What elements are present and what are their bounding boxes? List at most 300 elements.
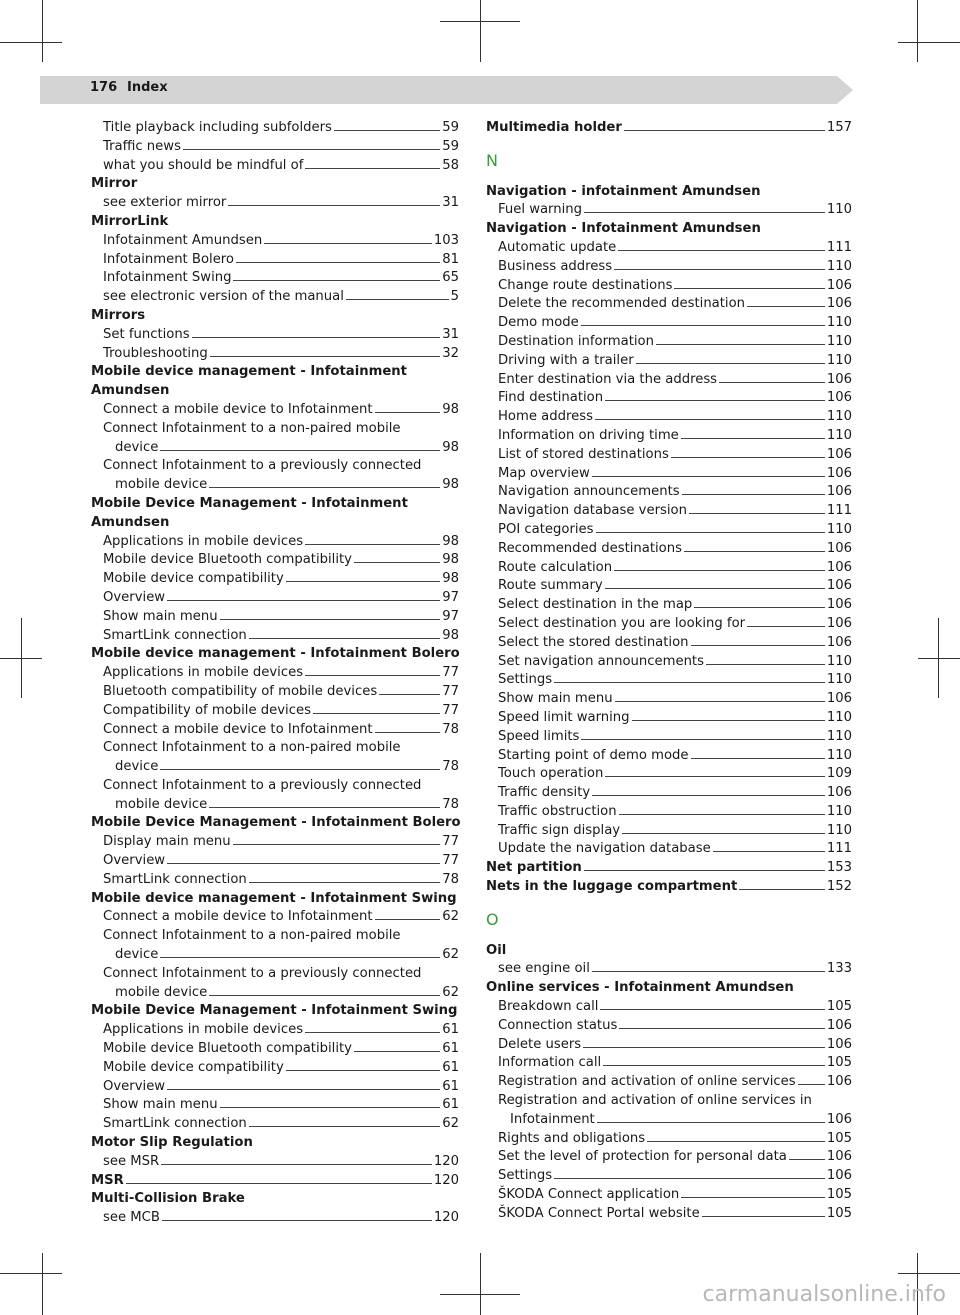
index-sub-entry [486,258,852,277]
index-sub-entry [91,833,459,852]
leader-line [209,487,440,488]
index-entry-text: Rights and obligations [498,1130,646,1146]
index-entry-text: Delete users [498,1036,582,1052]
leader-line [233,280,440,281]
index-entry-text: Traffic news [103,138,181,154]
index-entry-text: Enter destination via the address [498,371,718,387]
leader-line [592,971,825,972]
index-page-ref: 31 [442,195,459,211]
index-sub-entry [486,747,852,766]
leader-line [584,212,825,213]
index-page-ref: 61 [442,1059,459,1075]
index-entry-text: Overview [103,853,166,869]
index-entry-text: Information on driving time [498,427,679,443]
index-entry-text: device [115,947,159,963]
leader-line [605,400,825,401]
index-entry-text: Title playback including subfolders [103,120,332,135]
index-entry-text: Show main menu [103,1097,218,1113]
index-sub-entry [486,1148,852,1167]
index-entry-text: Connect Infotainment to a non-paired mobile [103,420,401,436]
index-page-ref: 77 [442,702,459,718]
index-page-ref: 98 [442,477,459,493]
index-entry-text: Change route destinations [498,277,673,293]
index-page-ref: 110 [826,202,852,218]
index-entry-text: List of stored destinations [498,446,669,462]
index-sub-entry [91,871,459,890]
index-letter-heading: N [486,150,498,170]
leader-line [618,250,825,251]
index-entry-text: device [115,439,159,455]
leader-line [719,382,825,383]
index-sub-entry [91,1153,459,1172]
index-page-ref: 61 [442,1078,459,1094]
index-entry-text: see exterior mirror [103,195,227,211]
leader-line [209,995,440,996]
leader-line [334,130,440,131]
index-sub-entry [486,784,852,803]
index-sub-entry [91,401,459,420]
index-entry-text: Mobile device compatibility [103,571,284,587]
index-entry-text: Demo mode [498,315,579,331]
index-sub-entry [91,232,459,251]
index-sub-entry [91,1040,459,1059]
leader-line [600,1009,824,1010]
index-page-ref: 106 [826,277,852,293]
index-entry-text: Amundsen [91,514,170,530]
index-main-entry [486,942,852,961]
index-page-ref: 103 [433,232,459,248]
index-sub-entry [91,589,459,608]
index-sub-entry [486,408,852,427]
index-entry-text: Fuel warning [498,202,582,218]
index-entry-text: ŠKODA Connect Portal website [498,1205,700,1221]
index-sub-entry [486,1036,852,1055]
index-page-ref: 62 [442,947,459,963]
index-entry-text: Registration and activation of online services [498,1074,796,1090]
index-sub-entry [91,533,459,552]
index-page-ref: 61 [442,1022,459,1038]
leader-line [160,957,440,958]
index-entry-text: what you should be mindful of [103,157,304,173]
index-entry-text: Connect a mobile device to Infotainment [103,401,373,417]
watermark: carmanualsonline.info [702,1282,946,1307]
index-page-ref: 157 [826,120,852,135]
index-entry-text: Mobile device management - Infotainment Swing [91,890,457,906]
leader-line [681,438,825,439]
index-sub-entry [91,608,459,627]
index-entry-text: Motor Slip Regulation [91,1135,253,1151]
index-page-ref: 98 [442,533,459,549]
index-entry-text: Display main menu [103,834,231,850]
index-entry-text: Mirrors [91,307,146,323]
index-sub-entry [91,251,459,270]
index-page-ref: 110 [826,822,852,838]
index-entry-text: Destination information [498,333,654,349]
section-title: Index [127,80,168,95]
leader-line [286,1070,440,1071]
leader-line [220,619,441,620]
leader-line [622,833,825,834]
leader-line [694,607,825,608]
leader-line [220,1107,441,1108]
leader-line [183,149,440,150]
leader-line [632,720,825,721]
leader-line [375,919,441,920]
index-page-ref: 98 [442,571,459,587]
index-page-ref: 62 [442,1116,459,1132]
leader-line [596,532,825,533]
index-entry-text: Speed limits [498,728,580,744]
index-entry-text: Overview [103,589,166,605]
index-main-entry [486,878,852,897]
index-sub-entry [486,446,852,465]
index-sub-entry [91,570,459,589]
index-page-ref: 106 [826,390,852,406]
leader-line [209,807,440,808]
index-entry-text: Touch operation [498,766,604,782]
index-page-ref: 106 [826,371,852,387]
leader-line [592,476,825,477]
index-sub-entry [486,1054,852,1073]
index-sub-entry [91,984,459,1003]
index-entry-text: Oil [486,942,507,958]
leader-line [581,739,824,740]
index-sub-entry [486,1092,852,1111]
leader-line [619,1028,824,1029]
index-sub-entry [486,540,852,559]
index-sub-entry [486,1073,852,1092]
index-page-ref: 61 [442,1097,459,1113]
index-column-left [91,119,459,1228]
index-entry-text: Mobile Device Management - Infotainment [91,495,408,511]
index-entry-text: Select destination you are looking for [498,615,746,631]
index-sub-entry [91,796,459,815]
index-entry-text: Navigation - Infotainment Amundsen [486,221,761,237]
index-page-ref: 133 [826,961,852,977]
index-main-entry [91,814,459,833]
leader-line [305,1032,440,1033]
index-sub-entry [486,690,852,709]
leader-line [236,262,440,263]
index-sub-entry [486,239,852,258]
index-entry-text: Settings [498,672,553,688]
index-sub-entry [486,1167,852,1186]
index-entry-text: Infotainment Swing [103,270,232,286]
leader-line [210,356,440,357]
index-entry-text: Show main menu [498,691,613,707]
index-page-ref: 120 [433,1210,459,1226]
index-page-ref: 106 [826,1017,852,1033]
index-sub-entry [91,683,459,702]
index-main-entry [91,1134,459,1153]
index-entry-text: Multi-Collision Brake [91,1191,245,1207]
index-sub-entry [91,1115,459,1134]
index-page-ref: 106 [826,1149,852,1165]
leader-line [684,551,825,552]
index-sub-entry [91,1021,459,1040]
leader-line [595,419,825,420]
index-entry-text: Set functions [103,326,190,342]
index-sub-entry [91,119,459,138]
leader-line [747,626,825,627]
index-entry-text: Show main menu [103,608,218,624]
index-page-ref: 59 [442,120,459,135]
index-main-entry [486,183,852,202]
index-sub-entry [91,288,459,307]
leader-line [789,1159,825,1160]
leader-line [286,581,440,582]
index-page-ref: 98 [442,627,459,643]
leader-line [674,288,824,289]
index-sub-entry [486,615,852,634]
index-entry-text: mobile device [115,796,208,812]
leader-line [681,1197,825,1198]
index-sub-entry [91,420,459,439]
index-sub-entry [91,1059,459,1078]
leader-line [249,1126,440,1127]
index-entry-text: Breakdown call [498,999,599,1015]
index-entry-text: Nets in the luggage compartment [486,879,738,895]
leader-line [228,205,440,206]
leader-line [554,682,825,683]
index-entry-text: Update the navigation database [498,841,711,857]
index-entry-text: Online services - Infotainment Amundsen [486,980,794,996]
index-main-entry [91,495,459,514]
index-page-ref: 105 [826,1205,852,1221]
index-page-ref: 110 [826,709,852,725]
index-sub-entry [486,465,852,484]
leader-line [619,814,825,815]
index-sub-entry [486,998,852,1017]
index-sub-entry [91,627,459,646]
leader-line [691,758,825,759]
leader-line [160,769,440,770]
index-entry-text: POI categories [498,521,594,537]
index-sub-entry [486,1111,852,1130]
index-entry-text: Bluetooth compatibility of mobile devices [103,683,378,699]
index-page-ref: 110 [826,672,852,688]
index-page-ref: 106 [826,484,852,500]
index-page-ref: 120 [433,1153,459,1169]
index-page-ref: 110 [826,352,852,368]
index-page-ref: 106 [826,446,852,462]
index-sub-entry [91,777,459,796]
index-page-ref: 106 [826,1036,852,1052]
index-entry-text: Connect Infotainment to a previously connected [103,777,422,793]
index-page-ref: 97 [442,589,459,605]
index-page-ref: 105 [826,999,852,1015]
leader-line [689,513,825,514]
index-entry-text: Applications in mobile devices [103,665,304,681]
leader-line [636,363,825,364]
index-main-entry [486,220,852,239]
leader-line [592,795,825,796]
index-entry-text: Traffic obstruction [498,803,617,819]
index-sub-entry [486,960,852,979]
leader-line [706,664,825,665]
index-entry-text: ŠKODA Connect application [498,1187,680,1203]
index-sub-entry [486,389,852,408]
index-page-ref: 78 [442,871,459,887]
index-entry-text: Business address [498,258,613,274]
index-sub-entry [486,671,852,690]
index-page-ref: 106 [826,615,852,631]
index-page-ref: 97 [442,608,459,624]
index-sub-entry [486,427,852,446]
index-sub-entry [91,927,459,946]
leader-line [597,1122,825,1123]
index-sub-entry [486,277,852,296]
index-entry-text: mobile device [115,477,208,493]
index-entry-text: Starting point of demo mode [498,747,689,763]
index-sub-entry [486,201,852,220]
leader-line [747,306,825,307]
index-page-ref: 110 [826,333,852,349]
leader-line [249,638,440,639]
leader-line [647,1141,825,1142]
index-sub-entry [486,840,852,859]
index-letter-heading: O [486,909,499,929]
index-sub-entry [486,822,852,841]
index-sub-entry [486,596,852,615]
leader-line [691,645,825,646]
page-number: 176 [90,80,118,95]
index-entry-text: Mobile device management - Infotainment [91,364,407,380]
index-page-ref: 106 [826,465,852,481]
index-entry-text: Mobile device compatibility [103,1059,284,1075]
index-page-ref: 77 [442,834,459,850]
leader-line [305,544,440,545]
index-page-ref: 62 [442,909,459,925]
index-page-ref: 106 [826,634,852,650]
index-sub-entry [486,709,852,728]
index-entry-text: see electronic version of the manual [103,289,344,305]
index-entry-text: SmartLink connection [103,627,247,643]
index-main-entry [91,1002,459,1021]
leader-line [162,1220,432,1221]
index-sub-entry [486,1130,852,1149]
leader-line [739,889,825,890]
index-sub-entry [91,965,459,984]
index-sub-entry [91,852,459,871]
index-sub-entry [91,269,459,288]
index-entry-text: Infotainment Bolero [103,251,235,267]
index-sub-entry [486,803,852,822]
index-page-ref: 98 [442,552,459,568]
index-entry-text: Connect Infotainment to a previously connected [103,965,422,981]
leader-line [614,570,825,571]
leader-line [554,1178,825,1179]
index-sub-entry [91,908,459,927]
index-entry-text: Select the stored destination [498,634,689,650]
index-page-ref: 106 [826,1168,852,1184]
index-entry-text: Mobile Device Management - Infotainment Bolero [91,815,461,831]
index-entry-text: Navigation - infotainment Amundsen [486,183,761,199]
index-entry-text: MSR [91,1172,124,1188]
index-sub-entry [486,314,852,333]
leader-line [192,337,441,338]
index-entry-text: Infotainment [510,1111,595,1127]
index-main-entry [91,213,459,232]
leader-line [605,588,825,589]
leader-line [161,1164,432,1165]
index-sub-entry [486,483,852,502]
index-entry-text: Automatic update [498,239,617,255]
index-page-ref: 106 [826,559,852,575]
index-sub-entry [486,333,852,352]
index-entry-text: mobile device [115,984,208,1000]
leader-line [160,450,440,451]
index-entry-text: Traffic density [498,785,591,801]
index-page-ref: 110 [826,427,852,443]
index-main-entry [91,307,459,326]
index-sub-entry [486,502,852,521]
index-page-ref: 62 [442,984,459,1000]
index-entry-text: Mobile device Bluetooth compatibility [103,1041,352,1057]
leader-line [305,675,440,676]
index-page-ref: 106 [826,1074,852,1090]
index-sub-entry [486,1205,852,1224]
index-sub-entry [486,521,852,540]
index-sub-entry [486,559,852,578]
index-sub-entry [91,138,459,157]
index-sub-entry [91,157,459,176]
leader-line [379,694,440,695]
index-sub-entry [91,476,459,495]
index-page-ref: 106 [826,296,852,312]
index-sub-entry [91,326,459,345]
index-entry-text: MirrorLink [91,213,169,229]
index-sub-entry [91,1096,459,1115]
index-sub-entry [91,721,459,740]
index-main-entry [91,382,459,401]
leader-line [375,732,441,733]
index-sub-entry [91,702,459,721]
index-page-ref: 78 [442,721,459,737]
leader-line [605,776,824,777]
index-entry-text: Connect Infotainment to a non-paired mobile [103,740,401,756]
leader-line [702,1216,825,1217]
leader-line [375,412,441,413]
leader-line [581,325,825,326]
leader-line [313,713,440,714]
leader-line [264,243,432,244]
index-page-ref: 106 [826,691,852,707]
index-page-ref: 120 [433,1172,459,1188]
index-entry-text: SmartLink connection [103,1116,247,1132]
index-page-ref: 77 [442,853,459,869]
index-entry-text: Applications in mobile devices [103,533,304,549]
index-entry-text: SmartLink connection [103,871,247,887]
leader-line [167,600,440,601]
index-page-ref: 65 [442,270,459,286]
index-page-ref: 111 [826,239,852,255]
index-entry-text: Select destination in the map [498,597,693,613]
leader-line [614,269,825,270]
index-sub-entry [486,1186,852,1205]
index-sub-entry [91,739,459,758]
index-entry-text: Map overview [498,465,590,481]
index-sub-entry [91,194,459,213]
index-main-entry [91,645,459,664]
index-sub-entry [91,551,459,570]
index-page-ref: 110 [826,653,852,669]
index-page-ref: 153 [826,860,852,876]
index-page-ref: 111 [826,503,852,519]
leader-line [305,168,440,169]
leader-line [603,1065,825,1066]
leader-line [233,844,441,845]
